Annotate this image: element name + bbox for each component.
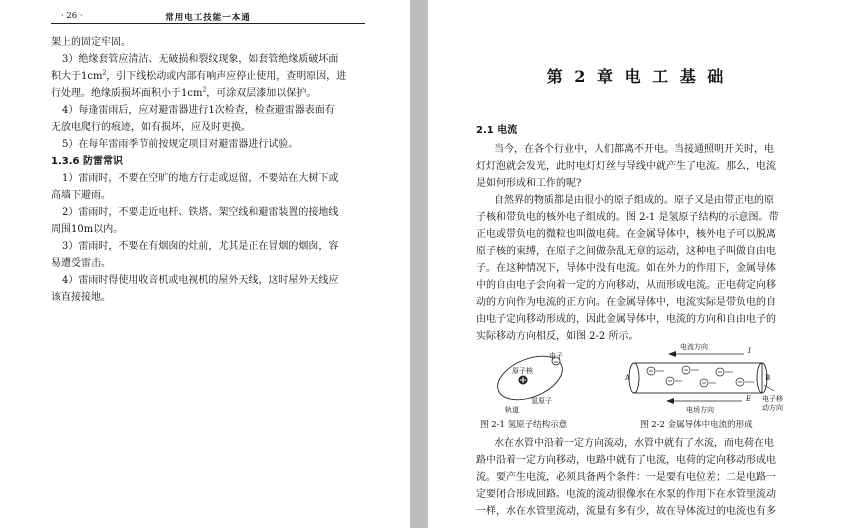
electron-move-label: 动方向 — [762, 404, 783, 412]
text-line: 子。在这种情况下，导体中没有电流。如在外力的作用下，金属导体 — [476, 263, 776, 274]
text-line: 是如何形成和工作的呢? — [476, 178, 582, 189]
figure-caption: 图 2-2 金属导体中电流的形成 — [640, 420, 753, 430]
superscript: 2 — [102, 69, 107, 77]
current-direction-label: 电流方向 — [680, 343, 708, 351]
text-line: 4）每逢雷雨后，应对避雷器进行1次检查，检查避雷器表面有 — [62, 105, 335, 116]
text-line: 实际移动方向相反，如图 2-2 所示。 — [476, 331, 639, 342]
left-page-header — [51, 7, 365, 24]
text-line: 当今，在各个行业中，人们都离不开电。当接通照明开关时，电 — [494, 144, 774, 155]
field-arrowhead — [666, 398, 674, 404]
text-line: 该直接接地。 — [51, 292, 111, 303]
hydrogen-label: 氢原子 — [531, 397, 552, 405]
text-segment: 行处理。绝缘质损坏面积小于1cm — [51, 88, 203, 99]
electrons-group — [647, 366, 744, 387]
text-line: 由电子定向移动形成的，因此金属导体中，电流的方向和自由电子的 — [476, 314, 776, 325]
left-page — [0, 0, 410, 528]
electron-move-label: 电子移 — [762, 395, 783, 403]
text-line: 动的方向作为电流的正方向。在金属导体中，电流实际是带负电的自 — [476, 297, 776, 308]
text-line: 一样，水在水管里流动，流量有多有少，故在导体流过的电流也有多 — [476, 506, 776, 517]
text-line: 4）雷雨时得使用收音机或电视机的屋外天线，这时屋外天线应 — [62, 275, 339, 286]
conductor-end-left — [629, 363, 639, 393]
end-b-label: B — [765, 374, 771, 382]
text-line: 周围10m以内。 — [51, 224, 124, 235]
field-direction-label: 电场方向 — [686, 406, 714, 414]
text-line: 5）在每年雷雨季节前按规定项目对避雷器进行试验。 — [62, 139, 299, 150]
running-title: 常用电工技能一本通 — [165, 13, 251, 23]
field-symbol: E — [746, 395, 752, 403]
electron-label: 电子 — [549, 352, 563, 360]
text-segment: ，引下线松动或内部有响声应停止使用，查明原因，进 — [106, 71, 347, 82]
text-line: 自然界的物质都是由很小的原子组成的。原子又是由带正电的原 — [494, 195, 774, 206]
text-line: 路中沿着一定方向移动，电路中就有了电流，电荷的定向移动形成电 — [476, 455, 776, 466]
text-line: 3）绝缘套管应清洁、无破损和裂纹现象，如套管绝缘质破坏面 — [62, 54, 339, 65]
page-gutter — [410, 0, 428, 528]
text-line — [51, 68, 346, 85]
text-line: 原子核的束缚，在原子之间做杂乱无章的运动，这种电子叫做自由电 — [476, 246, 776, 257]
chapter-title: 第 2 章 电 工 基 础 — [546, 67, 727, 86]
text-line: 水在水管中沿着一定方向流动，水管中就有了水流，而电荷在电 — [494, 438, 774, 449]
current-symbol: I — [748, 347, 751, 355]
end-a-label: A — [625, 374, 631, 382]
current-arrowhead — [668, 351, 676, 357]
section-title: 2.1 电流 — [476, 125, 518, 136]
page-number: · 26 · — [61, 11, 83, 21]
text-line: 灯灯泡就会发光，此时电灯灯丝与导线中就产生了电流。那么，电流 — [476, 161, 776, 172]
text-line: 正电或带负电的微粒也叫做电荷。在金属导体中，核外电子可以脱离 — [476, 229, 776, 240]
text-segment: ，可涂双层漆加以保护。 — [206, 88, 317, 99]
text-line: 3）雷雨时，不要在有烟囱的灶前，尤其是正在冒烟的烟囱，容 — [62, 241, 339, 252]
text-line: 中的自由电子会向着一定的方向移动，从而形成电流。正电荷定向移 — [476, 280, 776, 291]
text-line: 流。要产生电流，必须具备两个条件：一是要有电位差；二是电路一 — [476, 472, 776, 483]
text-line: 2）雷雨时，不要走近电杆、铁塔、架空线和避雷装置的接地线 — [62, 207, 339, 218]
text-line: 易遭受雷击。 — [51, 258, 111, 269]
text-line: 子核和带负电的核外电子组成的。图 2-1 是氢原子结构的示意图。带 — [476, 212, 779, 223]
text-line — [51, 85, 316, 102]
text-segment: 积大于1cm — [51, 71, 103, 82]
superscript: 2 — [202, 86, 207, 94]
right-page — [428, 0, 845, 528]
text-line: 1）雷雨时，不要在空旷的地方行走或逗留，不要站在大树下或 — [62, 173, 339, 184]
text-line: 架上的固定牢固。 — [51, 37, 131, 48]
nucleus-label: 原子核 — [512, 367, 533, 375]
orbit-label: 轨道 — [505, 406, 519, 414]
text-line: 定要闭合形成回路。电流的流动很像水在水泵的作用下在水管里流动 — [476, 489, 776, 500]
text-line: 高墙下避雨。 — [51, 190, 111, 201]
text-line: 无放电爬行的痕迹，如有损坏，应及时更换。 — [51, 122, 251, 133]
figure-caption: 图 2-1 氢原子结构示意 — [480, 420, 568, 430]
subsection-heading: 1.3.6 防雷常识 — [51, 156, 123, 167]
